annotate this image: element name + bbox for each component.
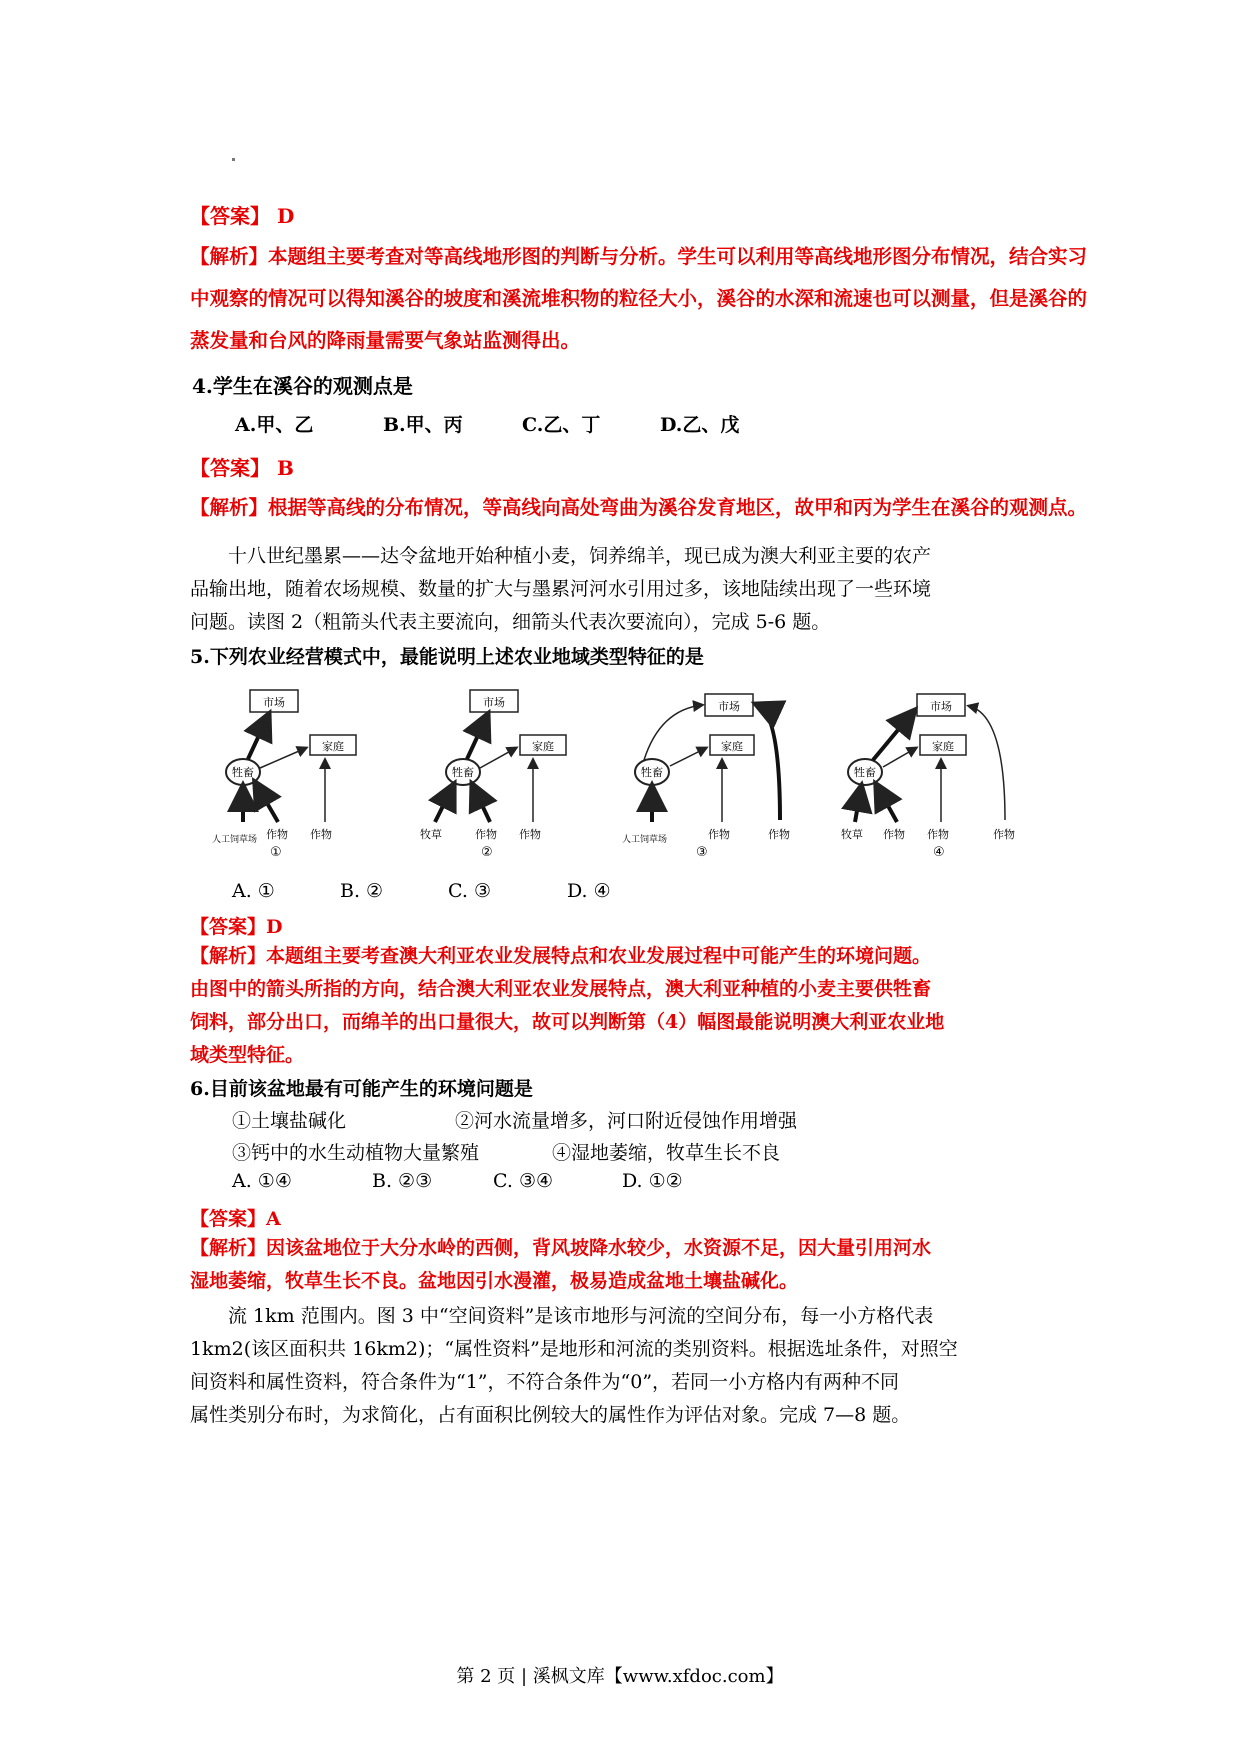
diagram-3-input: 人工饲草场 xyxy=(622,835,668,845)
stray-mark xyxy=(232,158,235,161)
farming-model-diagrams xyxy=(210,680,1090,860)
q5-answer: 【答案】D xyxy=(190,916,283,938)
q3-analysis-line: 蒸发量和台风的降雨量需要气象站监测得出。 xyxy=(190,329,581,352)
diagram-2-input: 作物 xyxy=(519,828,541,841)
diagram-2-input: 作物 xyxy=(475,828,497,841)
diagram-1-home: 家庭 xyxy=(322,740,344,753)
diagram-4-market: 市场 xyxy=(930,700,952,713)
q4-option-a: A.甲、乙 xyxy=(235,414,314,436)
q6-option-b: B. ②③ xyxy=(372,1170,433,1192)
diagram-3-number: ③ xyxy=(696,845,708,860)
diagram-1-input: 人工饲草场 xyxy=(212,835,258,845)
diagram-3-input: 作物 xyxy=(708,828,730,841)
q4-option-d: D.乙、戊 xyxy=(660,414,740,436)
q6-option-d: D. ①② xyxy=(622,1170,683,1192)
q5-option-c: C. ③ xyxy=(448,880,491,902)
diagram-4-input: 作物 xyxy=(883,828,905,841)
q7-intro-line: 1km2(该区面积共 16km2)；“属性资料”是地形和河流的类别资料。根据选址条件，对照空 xyxy=(190,1338,958,1360)
diagram-1-number: ① xyxy=(270,845,282,860)
q4-option-c: C.乙、丁 xyxy=(522,414,601,436)
q3-answer: 【答案】 D xyxy=(190,204,295,228)
diagram-3 xyxy=(622,694,790,860)
q6-analysis-line: 【解析】因该盆地位于大分水岭的西侧，背风坡降水较少，水资源不足，因大量引用河水 xyxy=(190,1237,932,1259)
q7-intro-line: 流 1km 范围内。图 3 中“空间资料”是该市地形与河流的空间分布，每一小方格代表 xyxy=(228,1305,934,1327)
diagram-4-number: ④ xyxy=(933,845,945,860)
diagram-4 xyxy=(841,694,1015,860)
q6-item-4: ④湿地萎缩，牧草生长不良 xyxy=(552,1142,781,1164)
q3-analysis xyxy=(190,236,1087,362)
diagram-3-input: 作物 xyxy=(768,828,790,841)
diagram-1 xyxy=(212,690,356,860)
q3-analysis-line: 【解析】本题组主要考查对等高线地形图的判断与分析。学生可以利用等高线地形图分布情况，结合实习 xyxy=(190,245,1088,268)
diagram-4-input: 牧草 xyxy=(841,828,863,841)
intro-line: 十八世纪墨累——达令盆地开始种植小麦，饲养绵羊，现已成为澳大利亚主要的农产 xyxy=(228,545,932,567)
intro-paragraph xyxy=(190,540,931,639)
page-footer: 第 2 页 | 溪枫文库【www.xfdoc.com】 xyxy=(456,1666,784,1687)
q6-item-1: ①土壤盐碱化 xyxy=(232,1110,347,1132)
q5-option-b: B. ② xyxy=(340,880,384,902)
q5-question: 5.下列农业经营模式中，最能说明上述农业地域类型特征的是 xyxy=(190,646,704,668)
diagram-4-input: 作物 xyxy=(927,828,949,841)
q6-item-2: ②河水流量增多，河口附近侵蚀作用增强 xyxy=(455,1110,798,1132)
q5-analysis-line: 饲料，部分出口，而绵羊的出口量很大，故可以判断第（4）幅图最能说明澳大利亚农业地 xyxy=(190,1011,945,1033)
diagram-4-input: 作物 xyxy=(993,828,1015,841)
diagram-1-market: 市场 xyxy=(263,696,285,709)
diagram-4-home: 家庭 xyxy=(932,740,954,753)
q7-intro-line: 属性类别分布时，为求简化，占有面积比例较大的属性作为评估对象。完成 7—8 题。 xyxy=(190,1404,911,1426)
diagram-2-market: 市场 xyxy=(483,696,505,709)
q5-analysis-line: 域类型特征。 xyxy=(190,1044,305,1066)
q4-question: 4.学生在溪谷的观测点是 xyxy=(192,374,413,398)
q6-item-3: ③钙中的水生动植物大量繁殖 xyxy=(232,1142,480,1164)
diagram-2-home: 家庭 xyxy=(532,740,554,753)
q5-option-d: D. ④ xyxy=(567,880,611,902)
diagram-2-input: 牧草 xyxy=(420,828,442,841)
q5-analysis-line: 由图中的箭头所指的方向，结合澳大利亚农业发展特点，澳大利亚种植的小麦主要供牲畜 xyxy=(190,978,932,1000)
q6-answer: 【答案】A xyxy=(190,1208,281,1230)
diagram-2-number: ② xyxy=(481,845,493,860)
q6-option-c: C. ③④ xyxy=(493,1170,554,1192)
q6-option-a: A. ①④ xyxy=(232,1170,292,1192)
q7-intro-line: 间资料和属性资料，符合条件为“1”，不符合条件为“0”，若同一小方格内有两种不同 xyxy=(190,1371,900,1393)
diagram-3-home: 家庭 xyxy=(721,740,743,753)
diagram-4-center: 牲畜 xyxy=(854,766,876,779)
intro-line: 问题。读图 2（粗箭头代表主要流向，细箭头代表次要流向），完成 5-6 题。 xyxy=(190,611,831,633)
diagram-3-market: 市场 xyxy=(718,700,740,713)
q3-analysis-line: 中观察的情况可以得知溪谷的坡度和溪流堆积物的粒径大小，溪谷的水深和流速也可以测量，但是溪谷的 xyxy=(190,287,1088,310)
diagram-1-center: 牲畜 xyxy=(232,766,254,779)
q4-analysis: 【解析】根据等高线的分布情况，等高线向高处弯曲为溪谷发育地区，故甲和丙为学生在溪谷的观测点。 xyxy=(190,496,1088,519)
q6-question: 6.目前该盆地最有可能产生的环境问题是 xyxy=(190,1078,533,1100)
diagram-1-input: 作物 xyxy=(266,828,288,841)
q5-analysis xyxy=(190,940,944,1072)
q6-analysis xyxy=(190,1232,931,1298)
diagram-3-center: 牲畜 xyxy=(641,766,663,779)
q5-analysis-line: 【解析】本题组主要考查澳大利亚农业发展特点和农业发展过程中可能产生的环境问题。 xyxy=(190,945,932,967)
diagram-1-input: 作物 xyxy=(310,828,332,841)
diagram-2-center: 牲畜 xyxy=(452,766,474,779)
diagram-2 xyxy=(420,690,566,860)
q7-intro-paragraph xyxy=(190,1300,958,1432)
q4-answer: 【答案】 B xyxy=(190,456,294,480)
q6-analysis-line: 湿地萎缩，牧草生长不良。盆地因引水漫灌，极易造成盆地土壤盐碱化。 xyxy=(190,1270,799,1292)
q5-option-a: A. ① xyxy=(232,880,275,902)
intro-line: 品输出地，随着农场规模、数量的扩大与墨累河河水引用过多，该地陆续出现了一些环境 xyxy=(190,578,932,600)
q4-option-b: B.甲、丙 xyxy=(383,414,463,436)
